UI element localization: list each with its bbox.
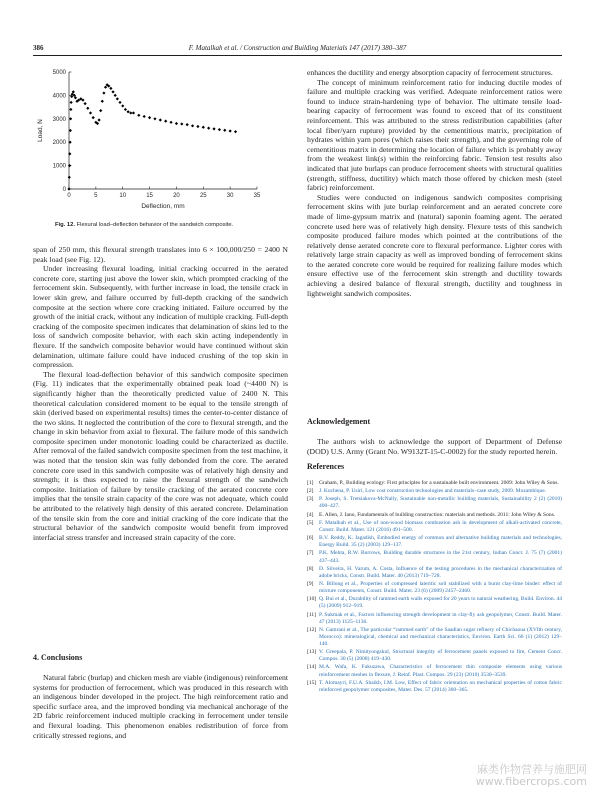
reference-number: [2]: [307, 488, 314, 495]
data-point-marker: [89, 111, 92, 114]
x-tick-label: 10: [119, 193, 127, 199]
y-tick-label: 4000: [52, 93, 66, 100]
reference-number: [1]: [307, 480, 314, 486]
reference-number: [3]: [307, 496, 314, 503]
reference-number: [6]: [307, 535, 314, 542]
paragraph: The flexural load-deflection behavior of this sandwich composite specimen (Fig. 11) indicates that the experimentally obtained peak load (~4400 N) is significantly higher than the theoretically predicted value of 2400 N. This theoretical calculation considered moment to be equal to the tensile strength of skin (derived based on experimental results) times the center-to-center distance of the two skins. It neglected the contribution of the core to flexural strength, and the change in skin behavior from axial to flexural. The failure mode of this sandwich composite specimen under monotonic loading could be characterized as ductile. After removal of the failed sandwich composite specimen from the test machine, it was noted that the tension skin was fully debonded from the core. The aerated concrete core used in this sandwich composite was of relatively high density and strength; it is thus expected to raise the flexural strength of the sandwich composite. Initiation of failure by tensile cracking of the aerated concrete core implies that the tensile strain capacity of the core was not adequate, which could be attributed to the relatively high density of this aerated concrete. Delamination of the tensile skin from the core and initial cracking of the core indicate that the structural behavior of the sandwich composite would benefit from improved interfacial stress transfer and increased strain capacity of the core.: [33, 369, 288, 542]
reference-text[interactable]: P. Joseph, S. Tretsiakova-McNally, Sustainable non-metallic building materials, Sustainability 2 (2) (2010) 400–427.: [319, 496, 562, 510]
acknowledgement-heading: Acknowledgement: [307, 417, 371, 426]
reference-text[interactable]: N. Gamrani et al., The particular “rammed earth” of the Saadian sugar refinery of Chichaoua (XVIth century, Morocco): mineralogical, chemical and mechanical characteristics, Environ. Earth Sci. 66 (1) (2012) 129–140.: [319, 626, 562, 647]
y-tick-label: 0: [62, 187, 66, 193]
data-point-marker: [104, 86, 107, 89]
reference-number: [7]: [307, 550, 314, 557]
paragraph: Under increasing flexural loading, initial cracking occurred in the aerated concrete core, starting just above the lower skin, which prompted cracking of the ferrocement skin. Subsequently, with further increase in load, the tensile crack in lower skin grew, and failure occurred by full-depth cracking of the sandwich composite at the section where core cracking initiated. Failure occurred by the growth of the initial crack, without any indication of multiple cracking. Full-depth cracking of the composite specimen indicates that delamination of skins led to the loss of sandwich composite behavior, with each skin acting independently in flexure. If the sandwich composite behavior would have continued without skin delamination, ultimate failure could have induced crushing of the top skin in compression.: [33, 264, 288, 370]
y-tick-label: 1000: [52, 163, 66, 170]
y-axis-label: Load, N: [37, 119, 44, 142]
reference-number: [10]: [307, 596, 317, 603]
load-deflection-chart: [33, 60, 263, 218]
data-point-marker: [175, 122, 178, 125]
data-point-marker: [132, 111, 135, 114]
data-point-marker: [124, 108, 127, 111]
reference-text[interactable]: B.V. Reddy, K. Jagadish, Embodied energy of common and alternative building materials and technologies, Energy Build. 35 (2) (2003) 129–137.: [319, 535, 562, 549]
x-tick-label: 5: [94, 193, 98, 199]
data-point-marker: [180, 122, 183, 125]
x-tick-label: 15: [146, 193, 153, 199]
y-tick-label: 3000: [52, 116, 66, 123]
reference-item: [307, 535, 562, 549]
paragraph: Natural fabric (burlap) and chicken mesh are viable (indigenous) reinforcement systems for production of ferrocement, which was produced in this research with an indigenous binder developed in the project. The high reinforcement ratio and specific surface area, and the improved bonding via mechanical anchorage of the 2D fabric reinforcement induced multiple cracking in ferrocement under tensile and flexural loading. This phenomenon enables redistribution of force from critically stressed regions, and: [33, 673, 288, 740]
reference-text[interactable]: P. Sukmak et al., Factors influencing strength development in clay-fly ash geopolymer, Constr. Build. Mater. 47 (2013) 1125–1136.: [319, 611, 562, 625]
reference-text: Graham, P., Building ecology: First principles for a sustainable built environment. 2009: John Wiley & Sons.: [319, 480, 559, 486]
data-point-marker: [169, 121, 172, 124]
x-axis-label: Deflection, mm: [141, 203, 185, 210]
references-heading: References: [307, 462, 345, 471]
reference-number: [14]: [307, 664, 317, 671]
chart-points: [67, 83, 237, 190]
watermark-line: 麻类作物营养与施肥网: [477, 763, 587, 776]
reference-number: [5]: [307, 519, 314, 526]
reference-number: [15]: [307, 679, 317, 686]
conclusions-heading: 4. Conclusions: [33, 653, 83, 662]
data-point-marker: [109, 87, 112, 90]
x-tick-label: 20: [173, 193, 180, 199]
paragraph: The concept of minimum reinforcement ratio for inducing ductile modes of failure and multiple cracking was verified. Adequate reinforcement ratios were found to induce strain-hardening type of behavior. The ultimate tensile load-bearing capacity of ferrocement was found to exceed that of its constituent reinforcement. This was attributed to the stress redistribution capabilities (after local fiber/yarn rupture) provided by the cementitious matrix, precipitation of hydrates within yarn pores (which raises their strength), and the governing role of cementitious matrix in determining the location of failure which is probably away from the weakest link(s) within the reinforcing fabric. Tension test results also indicated that jute burlaps can produce ferrocement sheets with structural qualities (strength, stiffness, ductility) which match those offered by chicken mesh (steel fabric) reinforcement.: [307, 77, 562, 193]
right-column-body: [307, 68, 562, 298]
reference-text[interactable]: M.A. Wafa, K. Fukuzawa, Characteristics of ferrocement thin composite elements using various reinforcement meshes in flexure, J. Reinf. Plast. Compos. 29 (23) (2010) 3530–3539.: [319, 664, 562, 678]
paragraph: Studies were conducted on indigenous sandwich composites comprising ferrocement skins with jute burlap reinforcement and an aerated concrete core made of lime-gypsum matrix and (natural) saponin foaming agent. The aerated concrete used here was of relatively high density. Flexure tests of this sandwich composite produced failure modes which pointed at the contributions of the relatively dense aerated concrete core to flexural performance. Lighter cores with relatively large strain capacity as well as improved bonding of ferrocement skins to the aerated concrete core would be required for realizing failure modes which ensure effective use of the ferrocement skin strength and ductility towards achieving a desired balance of flexural strength, ductility and toughness in lightweight sandwich composites.: [307, 192, 562, 298]
reference-number: [11]: [307, 611, 316, 618]
data-point-marker: [153, 117, 156, 120]
reference-text[interactable]: N. Billong et al., Properties of compressed lateritic soil stabilized with a burnt clay-lime binder: effect of mixture components, Constr. Build. Mater. 23 (6) (2009) 2457–2460.: [319, 580, 562, 595]
reference-text: E. Allen, J. Iano, Fundamentals of building construction: materials and methods. 2011: John Wiley & Sons.: [319, 511, 556, 518]
reference-text[interactable]: F. Matalkah et al., Use of non-wood biomass combustion ash in development of alkali-activated concrete, Constr. Build. Mater. 121 (2016) 491–500.: [319, 519, 562, 533]
reference-item: [307, 488, 562, 495]
x-tick-label: 0: [67, 193, 71, 199]
reference-item: [307, 566, 562, 580]
data-point-marker: [148, 116, 151, 119]
x-tick-label: 30: [226, 193, 234, 199]
reference-item: [307, 550, 562, 564]
acknowledgement-body: [307, 437, 562, 456]
data-point-marker: [68, 176, 71, 179]
reference-item: [307, 649, 562, 663]
reference-text[interactable]: T. Alomayri, F.U.A. Shaikh, I.M. Low, Effect of fabric orientation on mechanical properties of cotton fabric reinforced geopolymer composites, Mater. Des. 57 (2014) 360–365.: [319, 679, 562, 693]
y-tick-label: 2000: [52, 140, 66, 147]
data-point-marker: [202, 126, 205, 129]
reference-item: [307, 496, 562, 510]
reference-number: [4]: [307, 511, 314, 518]
figure-caption-text: Flexural load–deflection behavior of the sandwich composite.: [76, 222, 234, 228]
data-point-marker: [218, 128, 221, 131]
data-point-marker: [223, 129, 226, 132]
data-point-marker: [126, 110, 129, 113]
data-point-marker: [234, 130, 237, 133]
data-point-marker: [69, 108, 72, 111]
reference-text[interactable]: P.K. Mehta, R.W. Burrows, Building durable structures in the 21st century, Indian Concr. J. 75 (7) (2001) 437–443.: [319, 550, 562, 564]
data-point-marker: [97, 118, 100, 121]
running-title: F. Matalkah et al. / Construction and Building Materials 147 (2017) 380–387: [188, 44, 407, 52]
reference-number: [13]: [307, 649, 317, 656]
reference-item: [307, 581, 562, 595]
data-point-marker: [191, 124, 194, 127]
figure-caption: [55, 222, 295, 228]
watermark: [476, 764, 587, 788]
chart-axes: [53, 70, 261, 199]
paragraph: enhances the ductility and energy absorption capacity of ferrocement structures.: [307, 68, 553, 77]
reference-text[interactable]: V. Greepala, P. Nimityongskul, Structural integrity of ferrocement panels exposed to fire, Cement Concr. Compos. 30 (5) (2008) 419–430.: [319, 649, 562, 663]
reference-item: [307, 512, 562, 519]
data-point-marker: [118, 101, 121, 104]
data-point-marker: [186, 123, 189, 126]
data-point-marker: [99, 109, 102, 112]
data-point-marker: [116, 97, 119, 100]
data-point-marker: [69, 117, 72, 120]
reference-item: [307, 596, 562, 610]
x-tick-label: 35: [253, 193, 261, 199]
data-point-marker: [207, 127, 210, 130]
paragraph: span of 250 mm, this flexural strength translates into 6 × 100,000/250 = 2400 N peak load (see Fig. 12).: [33, 245, 288, 264]
page-number: 386: [33, 44, 44, 52]
reference-item: [307, 664, 562, 678]
reference-number: [12]: [307, 626, 317, 633]
data-point-marker: [101, 100, 104, 103]
reference-item: [307, 520, 562, 534]
reference-item: [307, 612, 562, 626]
data-point-marker: [92, 116, 95, 119]
reference-text[interactable]: Q. Bui et al., Durability of rammed earth walls exposed for 20 years to natural weathering, Build. Environ. 44 (5) (2009) 912–919.: [319, 596, 562, 610]
data-point-marker: [137, 114, 140, 117]
data-point-marker: [67, 187, 70, 190]
reference-number: [9]: [307, 580, 314, 587]
reference-list: [307, 480, 562, 695]
reference-item: [307, 480, 562, 487]
reference-item: [307, 680, 562, 694]
data-point-marker: [111, 90, 114, 93]
left-column-body: [33, 245, 288, 542]
paragraph: The authors wish to acknowledge the support of Department of Defense (DOD) U.S. Army (Grant No. W9132T-15-C-0002) for the study reported herein.: [307, 437, 562, 456]
data-point-marker: [121, 104, 124, 107]
data-point-marker: [196, 125, 199, 128]
data-point-marker: [159, 118, 162, 121]
data-point-marker: [102, 91, 105, 94]
data-point-marker: [229, 129, 232, 132]
figure-label: Fig. 12.: [55, 222, 75, 228]
data-point-marker: [212, 127, 215, 130]
data-point-marker: [84, 102, 87, 105]
reference-text[interactable]: D. Silveira, H. Varum, A. Costa, Influence of the testing procedures in the mechanical characterization of adobe bricks, Constr. Build. Mater. 40 (2013) 719–728.: [319, 565, 562, 579]
reference-number: [8]: [307, 565, 314, 572]
data-point-marker: [68, 164, 71, 167]
watermark-url: www.fibercrops.com: [475, 775, 587, 788]
data-point-marker: [114, 94, 117, 97]
x-tick-label: 25: [199, 193, 207, 199]
data-point-marker: [70, 101, 73, 104]
data-point-marker: [164, 120, 167, 123]
reference-item: [307, 627, 562, 648]
reference-text[interactable]: J. Kuchena, P. Usiri, Low cost construction technologies and materials–case study, 2009. Mozambique.: [319, 488, 547, 495]
data-point-marker: [143, 115, 146, 118]
header-rule: [33, 55, 562, 56]
data-point-marker: [86, 107, 89, 110]
conclusions-body: [33, 673, 288, 740]
y-tick-label: 5000: [52, 70, 66, 76]
